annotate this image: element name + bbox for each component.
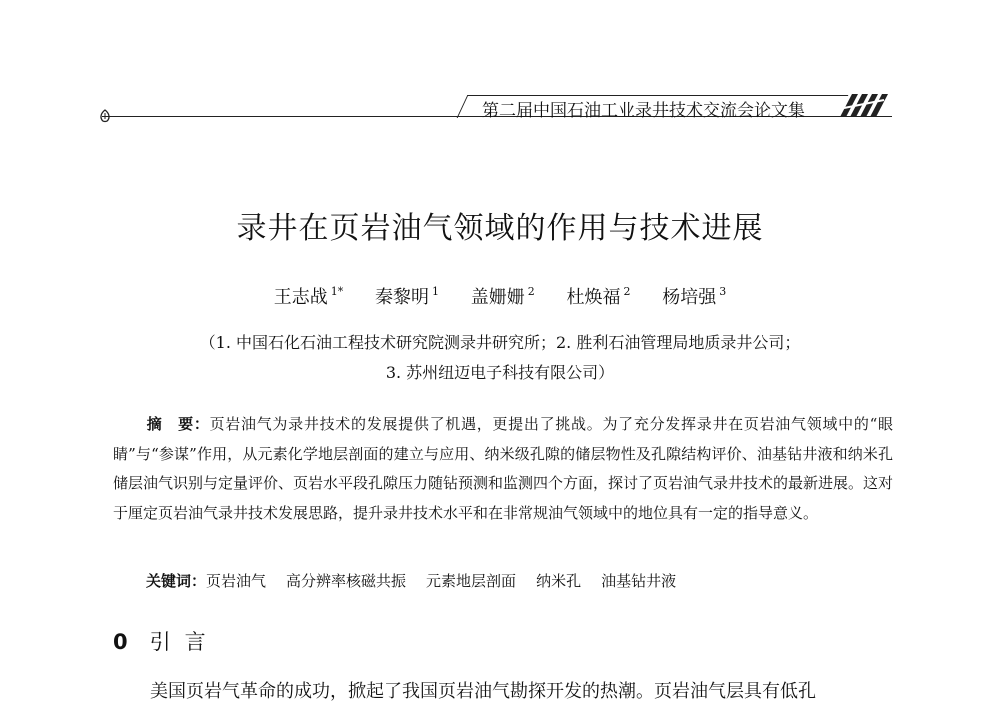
author: 秦黎明 $^1$ <box>375 285 440 308</box>
keyword: 页岩油气 <box>206 572 267 590</box>
section-title: 引言 <box>149 630 220 654</box>
author: 杜焕福 $^2$ <box>566 285 631 308</box>
running-header-title: 第二届中国石油工业录井技术交流会论文集 <box>482 101 805 121</box>
paper-title: 录井在页岩油气领域的作用与技术进展 <box>236 211 764 246</box>
keyword: 元素地层剖面 <box>426 572 517 590</box>
author-list <box>0 283 1000 309</box>
keyword: 高分辨率核磁共振 <box>286 572 407 590</box>
section-heading <box>113 626 220 656</box>
body-paragraph: 美国页岩气革命的成功，掀起了我国页岩油气勘探开发的热潮。页岩油气层具有低孔 <box>150 681 816 702</box>
keyword: 纳米孔 <box>536 572 582 590</box>
abstract-text: 页岩油气为录井技术的发展提供了机遇，更提出了挑战。为了充分发挥录井在页岩油气领域中的“眼睛”与“参谋”作用，从元素化学地层剖面的建立与应用、纳米级孔隙的储层物性及孔隙结构评价、油基钻井液和纳米孔储层油气识别与定量评价、页岩水平段孔隙压力随钻预测和监测四个方面，探讨了页岩油气录井技术的最新进展。这对于厘定页岩油气录井技术发展思路，提升录井技术水平和在非常规油气领域中的地位具有一定的指导意义。 <box>113 415 894 522</box>
affiliation-line: 3. 苏州纽迈电子科技有限公司） <box>385 363 615 382</box>
keyword: 油基钻井液 <box>601 572 677 590</box>
abstract <box>113 410 893 528</box>
author: 杨培强 $^3$ <box>662 285 727 308</box>
header-logo-icon <box>838 92 890 118</box>
keywords-label: 关键词： <box>146 572 207 590</box>
author: 王志战 $^{1*}$ <box>273 285 344 308</box>
section-number: 0 <box>113 630 128 654</box>
abstract-label: 摘 要： <box>146 415 210 433</box>
affiliation-line: （1. 中国石化石油工程技术研究院测录井研究所；2. 胜利石油管理局地质录井公司； <box>199 333 801 352</box>
author: 盖姗姗 $^2$ <box>470 285 535 308</box>
keywords <box>146 570 696 591</box>
